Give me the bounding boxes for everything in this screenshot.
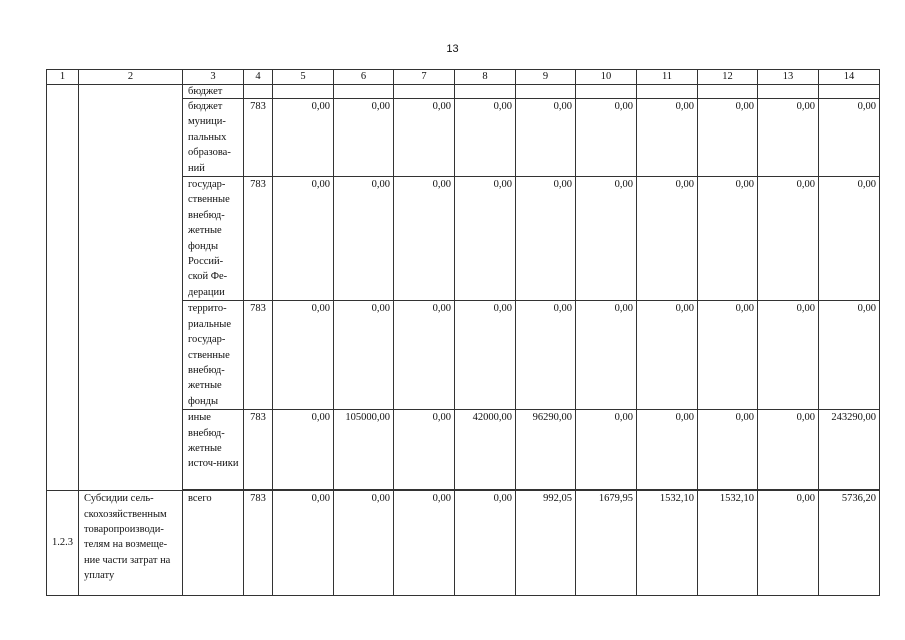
value-cell: 0,00 <box>637 410 698 490</box>
budget-code: 783 <box>244 99 273 177</box>
value-cell: 0,00 <box>334 491 394 596</box>
value-cell: 0,00 <box>455 301 516 410</box>
item-number: 1.2.3 <box>47 491 79 596</box>
column-number-row <box>47 70 880 85</box>
value-cell: 0,00 <box>516 301 576 410</box>
funding-source: бюджет муници-пальных образова-ний <box>183 99 244 177</box>
value-cell: 0,00 <box>758 491 819 596</box>
column-number: 5 <box>273 70 334 85</box>
column-number: 3 <box>183 70 244 85</box>
funding-source: всего <box>183 491 244 596</box>
value-cell: 0,00 <box>819 301 880 410</box>
value-cell: 0,00 <box>698 99 758 177</box>
value-cell: 0,00 <box>394 177 455 301</box>
item-description-cell <box>79 85 183 491</box>
table-row <box>47 85 880 99</box>
budget-code: 783 <box>244 410 273 490</box>
table-row <box>47 491 880 596</box>
value-cell: 0,00 <box>516 99 576 177</box>
value-cell: 0,00 <box>455 491 516 596</box>
value-cell: 0,00 <box>698 410 758 490</box>
value-cell: 0,00 <box>637 99 698 177</box>
page-number: 13 <box>446 43 459 55</box>
value-cell: 1532,10 <box>637 491 698 596</box>
budget-code: 783 <box>244 491 273 596</box>
budget-code: 783 <box>244 301 273 410</box>
value-cell: 0,00 <box>273 491 334 596</box>
column-number: 14 <box>819 70 880 85</box>
value-cell: 0,00 <box>394 99 455 177</box>
value-cell: 96290,00 <box>516 410 576 490</box>
value-cell: 0,00 <box>758 410 819 490</box>
value-cell: 243290,00 <box>819 410 880 490</box>
column-number: 4 <box>244 70 273 85</box>
value-cell: 105000,00 <box>334 410 394 490</box>
value-cell: 0,00 <box>637 301 698 410</box>
value-cell: 1679,95 <box>576 491 637 596</box>
value-cell: 0,00 <box>516 177 576 301</box>
value-cell: 0,00 <box>394 410 455 490</box>
value-cell: 5736,20 <box>819 491 880 596</box>
value-cell: 0,00 <box>455 177 516 301</box>
value-cell: 0,00 <box>455 99 516 177</box>
value-cell: 0,00 <box>273 301 334 410</box>
value-cell: 0,00 <box>334 99 394 177</box>
item-description: Субсидии сель-скохозяйственным товаропроизводи-телям на возмеще-ние части затрат на уплату <box>79 491 183 596</box>
column-number: 13 <box>758 70 819 85</box>
value-cell: 1532,10 <box>698 491 758 596</box>
value-cell: 0,00 <box>758 301 819 410</box>
value-cell: 0,00 <box>273 177 334 301</box>
item-number-cell <box>47 85 79 491</box>
value-cell: 42000,00 <box>455 410 516 490</box>
value-cell: 0,00 <box>698 301 758 410</box>
column-number: 1 <box>47 70 79 85</box>
funding-source: террито-риальные государ-ственные внебюд-жетные фонды <box>183 301 244 410</box>
value-cell: 0,00 <box>273 410 334 490</box>
column-number: 8 <box>455 70 516 85</box>
value-cell: 0,00 <box>819 177 880 301</box>
value-cell: 0,00 <box>576 99 637 177</box>
column-number: 7 <box>394 70 455 85</box>
funding-source: иные внебюд-жетные источ-ники <box>183 410 244 490</box>
value-cell: 0,00 <box>394 301 455 410</box>
value-cell: 0,00 <box>273 99 334 177</box>
value-cell: 992,05 <box>516 491 576 596</box>
value-cell: 0,00 <box>698 177 758 301</box>
column-number: 11 <box>637 70 698 85</box>
value-cell: 0,00 <box>576 410 637 490</box>
value-cell: 0,00 <box>334 301 394 410</box>
value-cell: 0,00 <box>576 177 637 301</box>
value-cell: 0,00 <box>334 177 394 301</box>
funding-source: государ-ственные внебюд-жетные фонды Россий-ской Фе-дерации <box>183 177 244 301</box>
budget-code: 783 <box>244 177 273 301</box>
value-cell: 0,00 <box>637 177 698 301</box>
column-number: 12 <box>698 70 758 85</box>
column-number: 10 <box>576 70 637 85</box>
column-number: 2 <box>79 70 183 85</box>
value-cell: 0,00 <box>758 99 819 177</box>
funding-source-continued: бюджет <box>183 85 244 99</box>
value-cell: 0,00 <box>819 99 880 177</box>
column-number: 9 <box>516 70 576 85</box>
column-number: 6 <box>334 70 394 85</box>
value-cell: 0,00 <box>394 491 455 596</box>
budget-table <box>46 69 880 596</box>
value-cell: 0,00 <box>758 177 819 301</box>
value-cell: 0,00 <box>576 301 637 410</box>
